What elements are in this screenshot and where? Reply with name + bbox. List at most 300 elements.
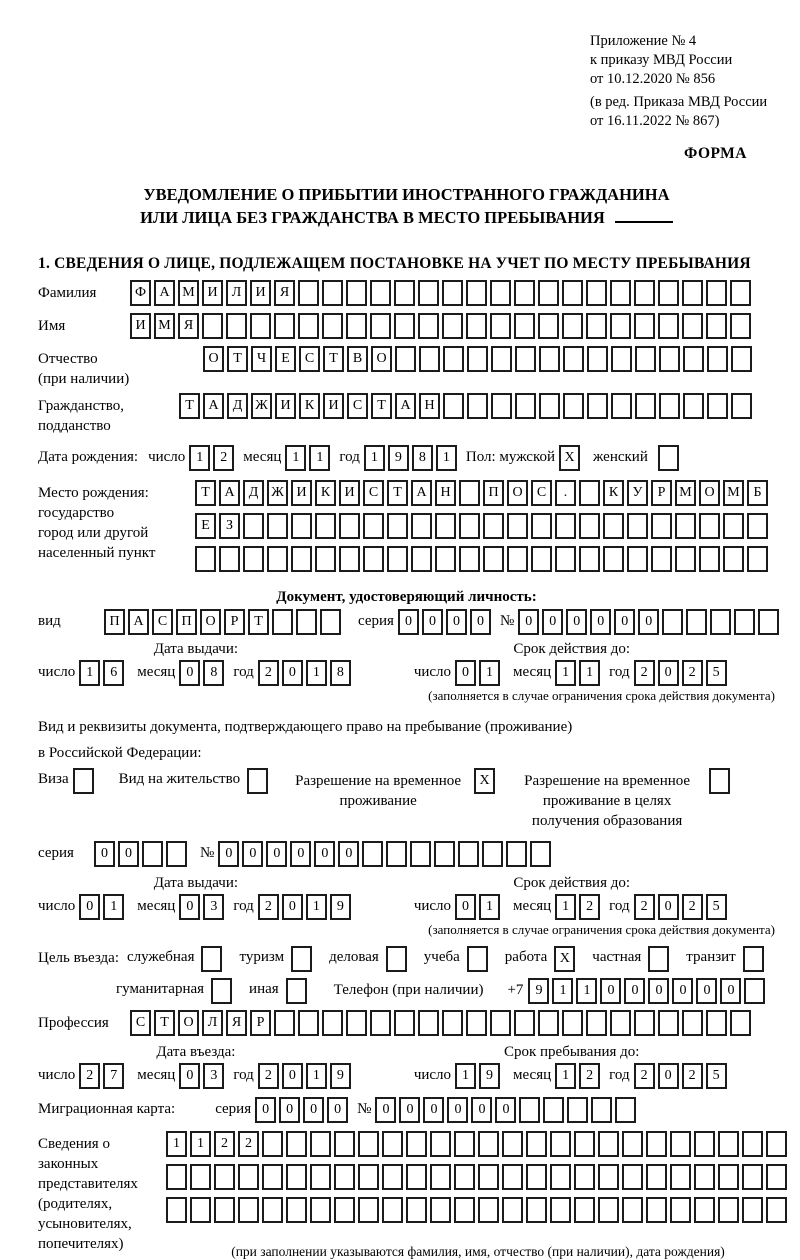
form-cell[interactable] (286, 1164, 307, 1190)
form-cell[interactable] (411, 513, 432, 539)
form-cell[interactable]: П (483, 480, 504, 506)
form-cell[interactable] (363, 546, 384, 572)
form-cell[interactable] (370, 313, 391, 339)
form-cell[interactable] (706, 1010, 727, 1036)
form-cell[interactable] (744, 978, 765, 1004)
form-cell[interactable]: Р (250, 1010, 271, 1036)
form-cell[interactable] (742, 1164, 763, 1190)
form-cell[interactable]: У (627, 480, 648, 506)
form-cell[interactable]: 2 (258, 660, 279, 686)
form-cell[interactable]: 1 (306, 660, 327, 686)
form-cell[interactable]: 0 (398, 609, 419, 635)
form-cell[interactable]: И (339, 480, 360, 506)
purpose-option-checkbox[interactable] (467, 946, 488, 972)
form-cell[interactable] (418, 313, 439, 339)
form-cell[interactable] (410, 841, 431, 867)
form-cell[interactable] (766, 1164, 787, 1190)
form-cell[interactable] (747, 513, 768, 539)
form-cell[interactable] (550, 1164, 571, 1190)
form-cell[interactable]: Т (371, 393, 392, 419)
form-cell[interactable]: 0 (696, 978, 717, 1004)
form-cell[interactable] (358, 1131, 379, 1157)
form-cell[interactable] (587, 346, 608, 372)
form-cell[interactable] (683, 346, 704, 372)
form-cell[interactable] (502, 1197, 523, 1223)
form-cell[interactable]: 0 (658, 1063, 679, 1089)
form-cell[interactable] (502, 1164, 523, 1190)
form-cell[interactable] (166, 1197, 187, 1223)
form-cell[interactable] (202, 313, 223, 339)
form-cell[interactable] (387, 546, 408, 572)
form-cell[interactable]: 0 (624, 978, 645, 1004)
form-cell[interactable]: 0 (179, 660, 200, 686)
form-cell[interactable] (334, 1197, 355, 1223)
form-cell[interactable]: Т (387, 480, 408, 506)
form-cell[interactable]: С (299, 346, 320, 372)
form-cell[interactable]: 2 (634, 660, 655, 686)
form-cell[interactable] (514, 313, 535, 339)
form-cell[interactable] (358, 1197, 379, 1223)
form-cell[interactable] (579, 480, 600, 506)
form-cell[interactable] (434, 841, 455, 867)
form-cell[interactable] (214, 1164, 235, 1190)
form-cell[interactable] (430, 1164, 451, 1190)
form-cell[interactable] (195, 546, 216, 572)
form-cell[interactable]: Ч (251, 346, 272, 372)
form-cell[interactable] (387, 513, 408, 539)
form-cell[interactable]: И (250, 280, 271, 306)
form-cell[interactable] (272, 609, 293, 635)
purpose-option-checkbox[interactable] (211, 978, 232, 1004)
form-cell[interactable] (310, 1197, 331, 1223)
form-cell[interactable] (635, 393, 656, 419)
form-cell[interactable]: 1 (306, 894, 327, 920)
form-cell[interactable] (491, 346, 512, 372)
form-cell[interactable] (243, 546, 264, 572)
form-cell[interactable]: 9 (330, 1063, 351, 1089)
purpose-option-checkbox[interactable] (286, 978, 307, 1004)
form-cell[interactable]: 0 (638, 609, 659, 635)
form-cell[interactable]: 1 (306, 1063, 327, 1089)
form-cell[interactable] (538, 280, 559, 306)
form-cell[interactable] (694, 1197, 715, 1223)
form-cell[interactable]: 0 (375, 1097, 396, 1123)
form-cell[interactable] (718, 1164, 739, 1190)
form-cell[interactable]: 2 (214, 1131, 235, 1157)
form-cell[interactable] (346, 1010, 367, 1036)
form-cell[interactable]: О (200, 609, 221, 635)
form-cell[interactable]: 2 (213, 445, 234, 471)
form-cell[interactable] (615, 1097, 636, 1123)
form-cell[interactable]: 1 (285, 445, 306, 471)
form-cell[interactable] (531, 513, 552, 539)
form-cell[interactable] (747, 546, 768, 572)
form-cell[interactable] (322, 280, 343, 306)
form-cell[interactable]: 7 (103, 1063, 124, 1089)
form-cell[interactable] (670, 1131, 691, 1157)
form-cell[interactable]: И (275, 393, 296, 419)
form-cell[interactable]: М (178, 280, 199, 306)
form-cell[interactable]: 0 (672, 978, 693, 1004)
form-cell[interactable] (339, 546, 360, 572)
form-cell[interactable]: 1 (103, 894, 124, 920)
form-cell[interactable] (710, 609, 731, 635)
form-cell[interactable]: Я (226, 1010, 247, 1036)
form-cell[interactable]: Н (419, 393, 440, 419)
form-cell[interactable]: 8 (330, 660, 351, 686)
visa-checkbox[interactable] (73, 768, 94, 794)
form-cell[interactable] (579, 513, 600, 539)
form-cell[interactable] (659, 346, 680, 372)
form-cell[interactable]: Т (179, 393, 200, 419)
form-cell[interactable]: 1 (555, 1063, 576, 1089)
form-cell[interactable] (603, 546, 624, 572)
form-cell[interactable]: 0 (338, 841, 359, 867)
form-cell[interactable] (651, 546, 672, 572)
form-cell[interactable] (706, 280, 727, 306)
form-cell[interactable]: 1 (436, 445, 457, 471)
form-cell[interactable] (459, 546, 480, 572)
form-cell[interactable] (531, 546, 552, 572)
form-cell[interactable]: 9 (330, 894, 351, 920)
form-cell[interactable]: 0 (255, 1097, 276, 1123)
form-cell[interactable]: Т (195, 480, 216, 506)
form-cell[interactable] (730, 313, 751, 339)
form-cell[interactable] (662, 609, 683, 635)
form-cell[interactable] (587, 393, 608, 419)
form-cell[interactable] (296, 609, 317, 635)
form-cell[interactable] (382, 1197, 403, 1223)
form-cell[interactable]: А (219, 480, 240, 506)
purpose-option-checkbox[interactable] (648, 946, 669, 972)
form-cell[interactable]: З (219, 513, 240, 539)
form-cell[interactable]: С (363, 480, 384, 506)
form-cell[interactable] (734, 609, 755, 635)
sex-male-checkbox[interactable]: X (559, 445, 580, 471)
form-cell[interactable]: 0 (290, 841, 311, 867)
form-cell[interactable] (411, 546, 432, 572)
form-cell[interactable] (491, 393, 512, 419)
form-cell[interactable] (591, 1097, 612, 1123)
form-cell[interactable]: 1 (189, 445, 210, 471)
form-cell[interactable]: 0 (658, 660, 679, 686)
form-cell[interactable] (166, 841, 187, 867)
form-cell[interactable] (610, 280, 631, 306)
form-cell[interactable] (634, 280, 655, 306)
form-cell[interactable]: Е (275, 346, 296, 372)
form-cell[interactable]: Р (651, 480, 672, 506)
form-cell[interactable]: 0 (399, 1097, 420, 1123)
form-cell[interactable] (406, 1164, 427, 1190)
form-cell[interactable] (563, 346, 584, 372)
form-cell[interactable] (262, 1197, 283, 1223)
form-cell[interactable]: М (154, 313, 175, 339)
form-cell[interactable]: 1 (166, 1131, 187, 1157)
form-cell[interactable]: 2 (579, 894, 600, 920)
form-cell[interactable]: А (128, 609, 149, 635)
form-cell[interactable]: 1 (364, 445, 385, 471)
form-cell[interactable]: 8 (412, 445, 433, 471)
form-cell[interactable]: 2 (238, 1131, 259, 1157)
form-cell[interactable] (267, 546, 288, 572)
form-cell[interactable] (598, 1197, 619, 1223)
form-cell[interactable]: 0 (470, 609, 491, 635)
form-cell[interactable] (467, 393, 488, 419)
form-cell[interactable]: А (203, 393, 224, 419)
form-cell[interactable]: М (723, 480, 744, 506)
form-cell[interactable]: 0 (495, 1097, 516, 1123)
form-cell[interactable] (238, 1197, 259, 1223)
form-cell[interactable] (610, 313, 631, 339)
form-cell[interactable] (519, 1097, 540, 1123)
form-cell[interactable]: П (176, 609, 197, 635)
form-cell[interactable]: Л (202, 1010, 223, 1036)
form-cell[interactable] (454, 1197, 475, 1223)
form-cell[interactable]: Ж (267, 480, 288, 506)
form-cell[interactable] (622, 1131, 643, 1157)
form-cell[interactable] (730, 1010, 751, 1036)
form-cell[interactable] (459, 513, 480, 539)
form-cell[interactable] (214, 1197, 235, 1223)
form-cell[interactable]: И (291, 480, 312, 506)
form-cell[interactable] (675, 546, 696, 572)
form-cell[interactable]: 0 (455, 894, 476, 920)
form-cell[interactable]: 0 (471, 1097, 492, 1123)
form-cell[interactable]: Е (195, 513, 216, 539)
form-cell[interactable]: 3 (203, 1063, 224, 1089)
form-cell[interactable] (363, 513, 384, 539)
form-cell[interactable] (635, 346, 656, 372)
form-cell[interactable] (362, 841, 383, 867)
form-cell[interactable] (458, 841, 479, 867)
form-cell[interactable]: 2 (682, 894, 703, 920)
form-cell[interactable] (315, 546, 336, 572)
form-cell[interactable] (291, 546, 312, 572)
form-cell[interactable]: 0 (327, 1097, 348, 1123)
form-cell[interactable]: 1 (552, 978, 573, 1004)
form-cell[interactable] (574, 1131, 595, 1157)
form-cell[interactable]: 0 (218, 841, 239, 867)
form-cell[interactable] (490, 313, 511, 339)
form-cell[interactable] (567, 1097, 588, 1123)
form-cell[interactable]: Д (227, 393, 248, 419)
form-cell[interactable] (562, 280, 583, 306)
form-cell[interactable] (550, 1197, 571, 1223)
form-cell[interactable]: 0 (179, 894, 200, 920)
form-cell[interactable] (274, 1010, 295, 1036)
form-cell[interactable] (611, 346, 632, 372)
form-cell[interactable] (419, 346, 440, 372)
form-cell[interactable] (507, 546, 528, 572)
form-cell[interactable] (395, 346, 416, 372)
form-cell[interactable] (334, 1164, 355, 1190)
form-cell[interactable] (706, 313, 727, 339)
form-cell[interactable] (682, 313, 703, 339)
residence-permit-checkbox[interactable] (247, 768, 268, 794)
purpose-option-checkbox[interactable]: X (554, 946, 575, 972)
form-cell[interactable] (430, 1197, 451, 1223)
form-cell[interactable]: 9 (479, 1063, 500, 1089)
form-cell[interactable]: 0 (279, 1097, 300, 1123)
form-cell[interactable] (506, 841, 527, 867)
form-cell[interactable] (718, 1197, 739, 1223)
form-cell[interactable] (483, 513, 504, 539)
form-cell[interactable]: К (299, 393, 320, 419)
form-cell[interactable]: Н (435, 480, 456, 506)
form-cell[interactable]: Т (248, 609, 269, 635)
form-cell[interactable] (707, 393, 728, 419)
form-cell[interactable] (539, 393, 560, 419)
form-cell[interactable]: 0 (282, 660, 303, 686)
form-cell[interactable] (442, 280, 463, 306)
form-cell[interactable] (670, 1164, 691, 1190)
form-cell[interactable] (478, 1131, 499, 1157)
form-cell[interactable]: 2 (579, 1063, 600, 1089)
form-cell[interactable] (675, 513, 696, 539)
form-cell[interactable] (435, 546, 456, 572)
form-cell[interactable]: 1 (455, 1063, 476, 1089)
form-cell[interactable]: 0 (118, 841, 139, 867)
form-cell[interactable] (443, 393, 464, 419)
form-cell[interactable]: О (178, 1010, 199, 1036)
form-cell[interactable] (291, 513, 312, 539)
form-cell[interactable] (699, 513, 720, 539)
form-cell[interactable]: Б (747, 480, 768, 506)
form-cell[interactable]: О (507, 480, 528, 506)
form-cell[interactable] (659, 393, 680, 419)
form-cell[interactable] (435, 513, 456, 539)
form-cell[interactable] (563, 393, 584, 419)
form-cell[interactable] (394, 1010, 415, 1036)
form-cell[interactable]: 1 (555, 660, 576, 686)
form-cell[interactable] (406, 1197, 427, 1223)
form-cell[interactable]: 0 (614, 609, 635, 635)
form-cell[interactable]: 0 (282, 894, 303, 920)
form-cell[interactable] (766, 1131, 787, 1157)
form-cell[interactable]: 2 (634, 894, 655, 920)
form-cell[interactable] (459, 480, 480, 506)
form-cell[interactable] (514, 280, 535, 306)
form-cell[interactable]: 3 (203, 894, 224, 920)
form-cell[interactable] (758, 609, 779, 635)
form-cell[interactable]: 0 (242, 841, 263, 867)
form-cell[interactable] (603, 513, 624, 539)
form-cell[interactable] (418, 280, 439, 306)
form-cell[interactable]: 0 (314, 841, 335, 867)
form-cell[interactable] (670, 1197, 691, 1223)
form-cell[interactable]: Т (227, 346, 248, 372)
form-cell[interactable] (334, 1131, 355, 1157)
form-cell[interactable] (219, 546, 240, 572)
form-cell[interactable] (658, 280, 679, 306)
form-cell[interactable] (646, 1164, 667, 1190)
form-cell[interactable] (610, 1010, 631, 1036)
form-cell[interactable] (686, 609, 707, 635)
form-cell[interactable] (682, 1010, 703, 1036)
form-cell[interactable] (502, 1131, 523, 1157)
form-cell[interactable] (262, 1164, 283, 1190)
form-cell[interactable] (298, 313, 319, 339)
form-cell[interactable]: 5 (706, 1063, 727, 1089)
form-cell[interactable]: В (347, 346, 368, 372)
form-cell[interactable] (543, 1097, 564, 1123)
form-cell[interactable]: И (202, 280, 223, 306)
form-cell[interactable] (526, 1131, 547, 1157)
sex-female-checkbox[interactable] (658, 445, 679, 471)
form-cell[interactable] (579, 546, 600, 572)
form-cell[interactable]: 9 (388, 445, 409, 471)
form-cell[interactable] (346, 280, 367, 306)
form-cell[interactable]: 8 (203, 660, 224, 686)
purpose-option-checkbox[interactable] (201, 946, 222, 972)
form-cell[interactable] (250, 313, 271, 339)
form-cell[interactable] (454, 1131, 475, 1157)
form-cell[interactable]: 1 (576, 978, 597, 1004)
form-cell[interactable] (370, 1010, 391, 1036)
form-cell[interactable] (483, 546, 504, 572)
form-cell[interactable] (586, 280, 607, 306)
form-cell[interactable]: П (104, 609, 125, 635)
form-cell[interactable] (634, 313, 655, 339)
form-cell[interactable]: 0 (94, 841, 115, 867)
form-cell[interactable] (418, 1010, 439, 1036)
form-cell[interactable] (190, 1197, 211, 1223)
form-cell[interactable]: 0 (566, 609, 587, 635)
form-cell[interactable] (550, 1131, 571, 1157)
temp-residence-checkbox[interactable]: X (474, 768, 495, 794)
form-cell[interactable] (442, 313, 463, 339)
form-cell[interactable]: К (315, 480, 336, 506)
form-cell[interactable] (310, 1131, 331, 1157)
form-cell[interactable]: 0 (600, 978, 621, 1004)
form-cell[interactable] (634, 1010, 655, 1036)
form-cell[interactable] (226, 313, 247, 339)
form-cell[interactable] (394, 280, 415, 306)
form-cell[interactable] (586, 1010, 607, 1036)
form-cell[interactable] (723, 513, 744, 539)
form-cell[interactable] (598, 1164, 619, 1190)
form-cell[interactable] (555, 513, 576, 539)
form-cell[interactable]: И (323, 393, 344, 419)
form-cell[interactable]: С (531, 480, 552, 506)
form-cell[interactable] (658, 313, 679, 339)
form-cell[interactable] (538, 1010, 559, 1036)
form-cell[interactable] (454, 1164, 475, 1190)
purpose-option-checkbox[interactable] (291, 946, 312, 972)
form-cell[interactable] (190, 1164, 211, 1190)
form-cell[interactable] (467, 346, 488, 372)
form-cell[interactable]: 0 (79, 894, 100, 920)
form-cell[interactable]: 2 (682, 660, 703, 686)
form-cell[interactable] (478, 1197, 499, 1223)
form-cell[interactable] (466, 1010, 487, 1036)
form-cell[interactable]: Д (243, 480, 264, 506)
form-cell[interactable] (539, 346, 560, 372)
form-cell[interactable]: 0 (455, 660, 476, 686)
form-cell[interactable] (742, 1197, 763, 1223)
form-cell[interactable]: 0 (542, 609, 563, 635)
form-cell[interactable]: 1 (579, 660, 600, 686)
form-cell[interactable] (707, 346, 728, 372)
purpose-option-checkbox[interactable] (386, 946, 407, 972)
form-cell[interactable]: 0 (720, 978, 741, 1004)
form-cell[interactable] (515, 346, 536, 372)
form-cell[interactable] (394, 313, 415, 339)
form-cell[interactable]: Ж (251, 393, 272, 419)
form-cell[interactable]: 0 (446, 609, 467, 635)
form-cell[interactable] (682, 280, 703, 306)
form-cell[interactable] (526, 1197, 547, 1223)
